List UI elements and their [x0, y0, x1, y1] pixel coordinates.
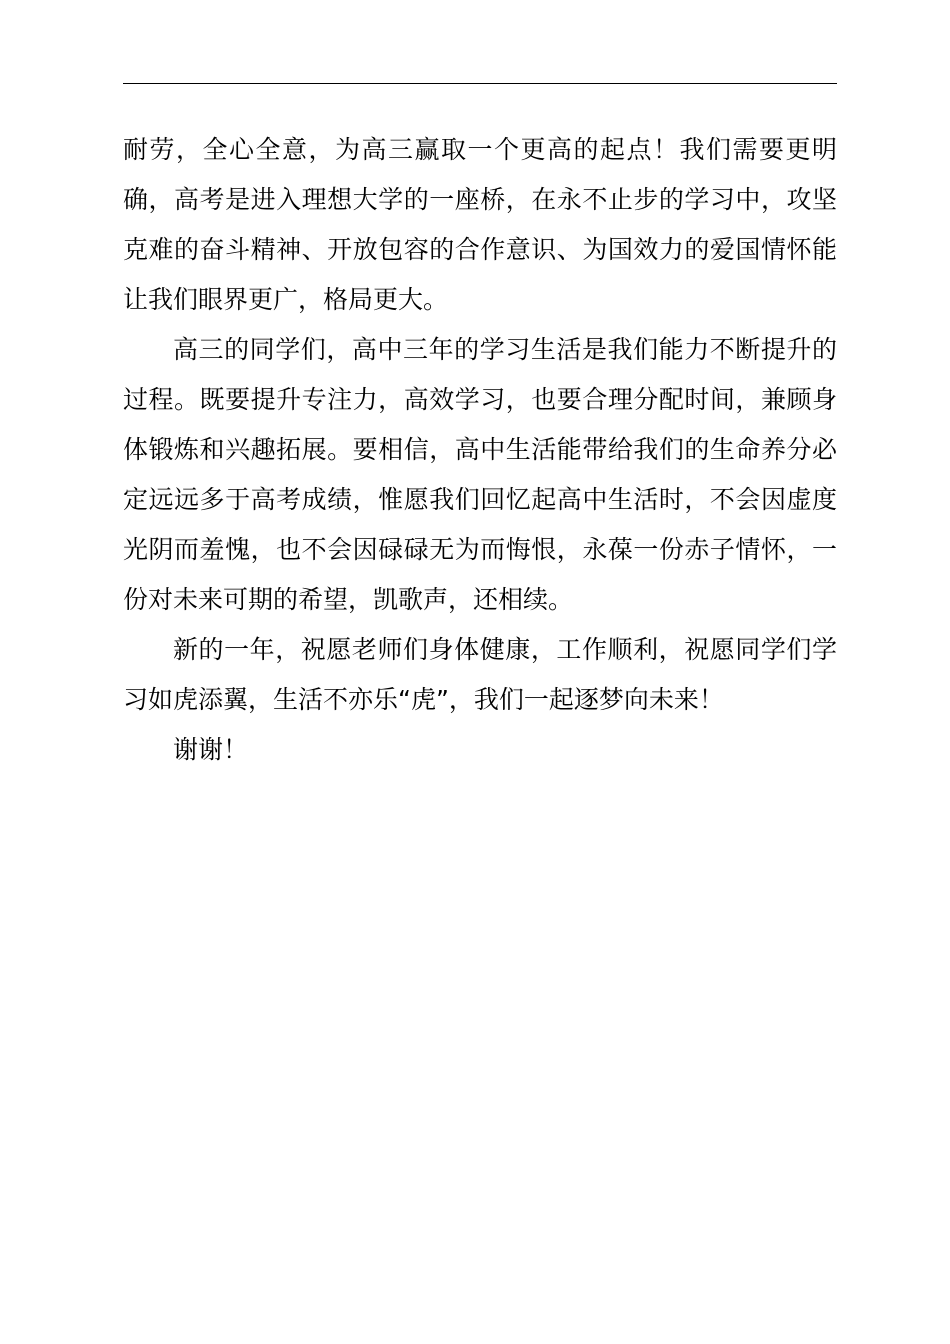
paragraph-continuation: 耐劳，全心全意，为高三赢取一个更高的起点！我们需要更明确，高考是进入理想大学的一座桥，在永不止步的学习中，攻坚克难的奋斗精神、开放包容的合作意识、为国效力的爱国情怀能让我们眼界更广，格局更大。 — [123, 135, 837, 314]
paragraph-thanks: 谢谢！ — [173, 735, 249, 764]
paragraph-senior-students: 高三的同学们，高中三年的学习生活是我们能力不断提升的过程。既要提升专注力，高效学习，也要合理分配时间，兼顾身体锻炼和兴趣拓展。要相信，高中生活能带给我们的生命养分必定远远多于高考成绩，惟愿我们回忆起高中生活时，不会因虚度光阴而羞愧，也不会因碌碌无为而悔恨，永葆一份赤子情怀，一份对未来可期的希望，凯歌声，还相续。 — [123, 335, 837, 614]
header-rule — [123, 83, 837, 84]
paragraph-new-year-wishes: 新的一年，祝愿老师们身体健康，工作顺利，祝愿同学们学习如虎添翼，生活不亦乐“虎”，我们一起逐梦向未来！ — [123, 635, 837, 714]
document-body — [123, 125, 837, 775]
